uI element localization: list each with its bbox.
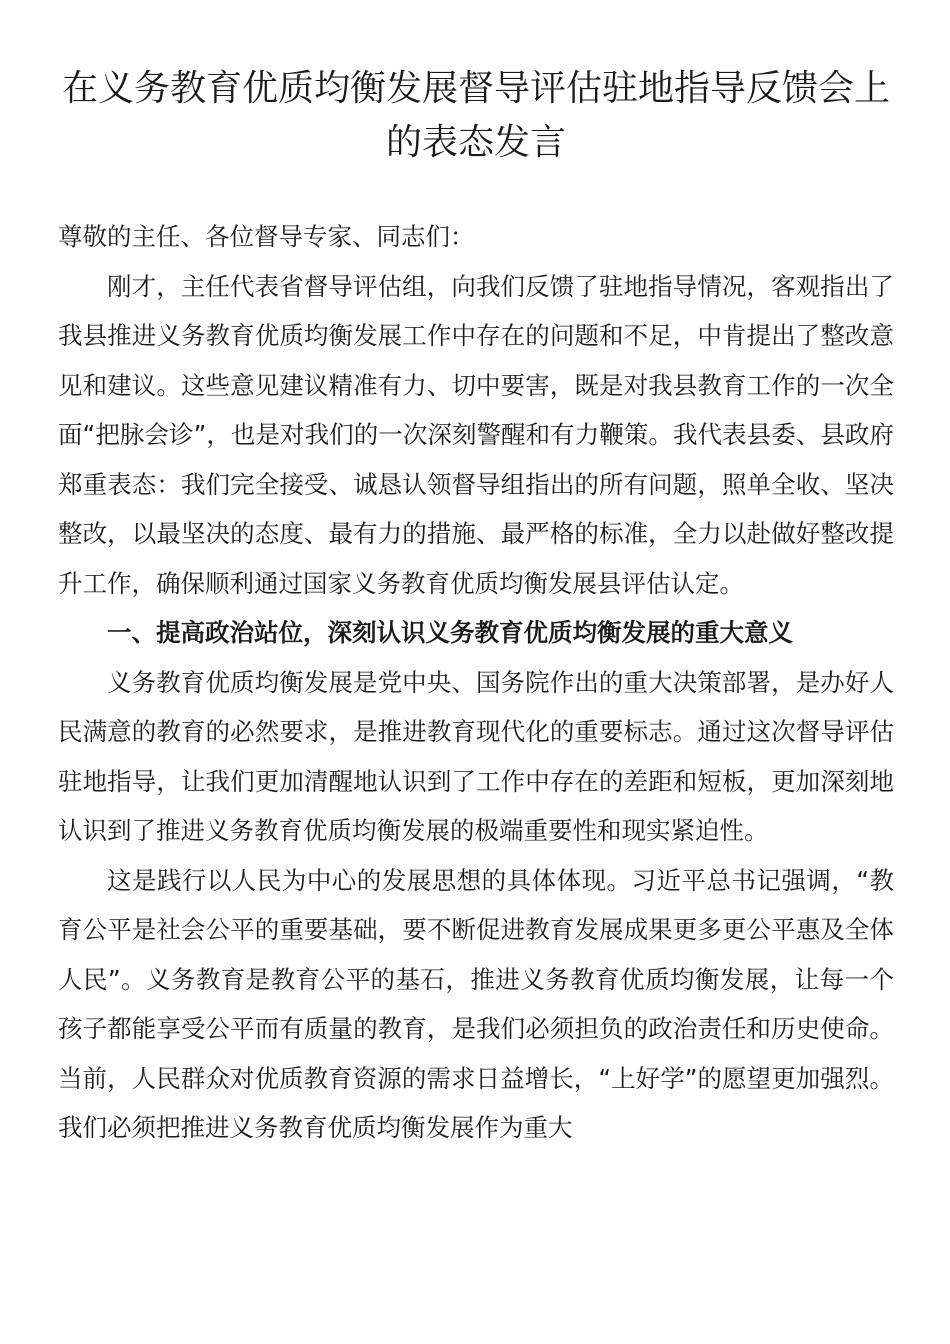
salutation: 尊敬的主任、各位督导专家、同志们： xyxy=(58,222,475,251)
document-body xyxy=(58,212,894,1153)
section-heading-1: 一、提高政治站位，深刻认识义务教育优质均衡发展的重大意义 xyxy=(107,618,793,647)
paragraph-significance: 义务教育优质均衡发展是党中央、国务院作出的重大决策部署，是办好人民满意的教育的必然要求，是推进教育现代化的重要标志。通过这次督导评估驻地指导，让我们更加清醒地认识到了工作中存在的差距和短板，更加深刻地认识到了推进义务教育优质均衡发展的极端重要性和现实紧迫性。 xyxy=(58,667,894,845)
document-title: 在义务教育优质均衡发展督导评估驻地指导反馈会上的表态发言 xyxy=(61,68,890,163)
document-page xyxy=(58,62,894,1153)
paragraph-feedback-statement: 刚才，主任代表省督导评估组，向我们反馈了驻地指导情况，客观指出了我县推进义务教育优质均衡发展工作中存在的问题和不足，中肯提出了整改意见和建议。这些意见建议精准有力、切中要害，既是对我县教育工作的一次全面“把脉会诊”，也是对我们的一次深刻警醒和有力鞭策。我代表县委、县政府郑重表态：我们完全接受、诚恳认领督导组指出的所有问题，照单全收、坚决整改，以最坚决的态度、最有力的措施、最严格的标准，全力以赴做好整改提升工作，确保顺利通过国家义务教育优质均衡发展县评估认定。 xyxy=(58,271,894,598)
paragraph-people-centered: 这是践行以人民为中心的发展思想的具体体现。习近平总书记强调，“教育公平是社会公平的重要基础，要不断促进教育发展成果更多更公平惠及全体人民”。义务教育是教育公平的基石，推进义务教育优质均衡发展，让每一个孩子都能享受公平而有质量的教育，是我们必须担负的政治责任和历史使命。当前，人民群众对优质教育资源的需求日益增长，“上好学”的愿望更加强烈。我们必须把推进义务教育优质均衡发展作为重大 xyxy=(58,865,894,1142)
